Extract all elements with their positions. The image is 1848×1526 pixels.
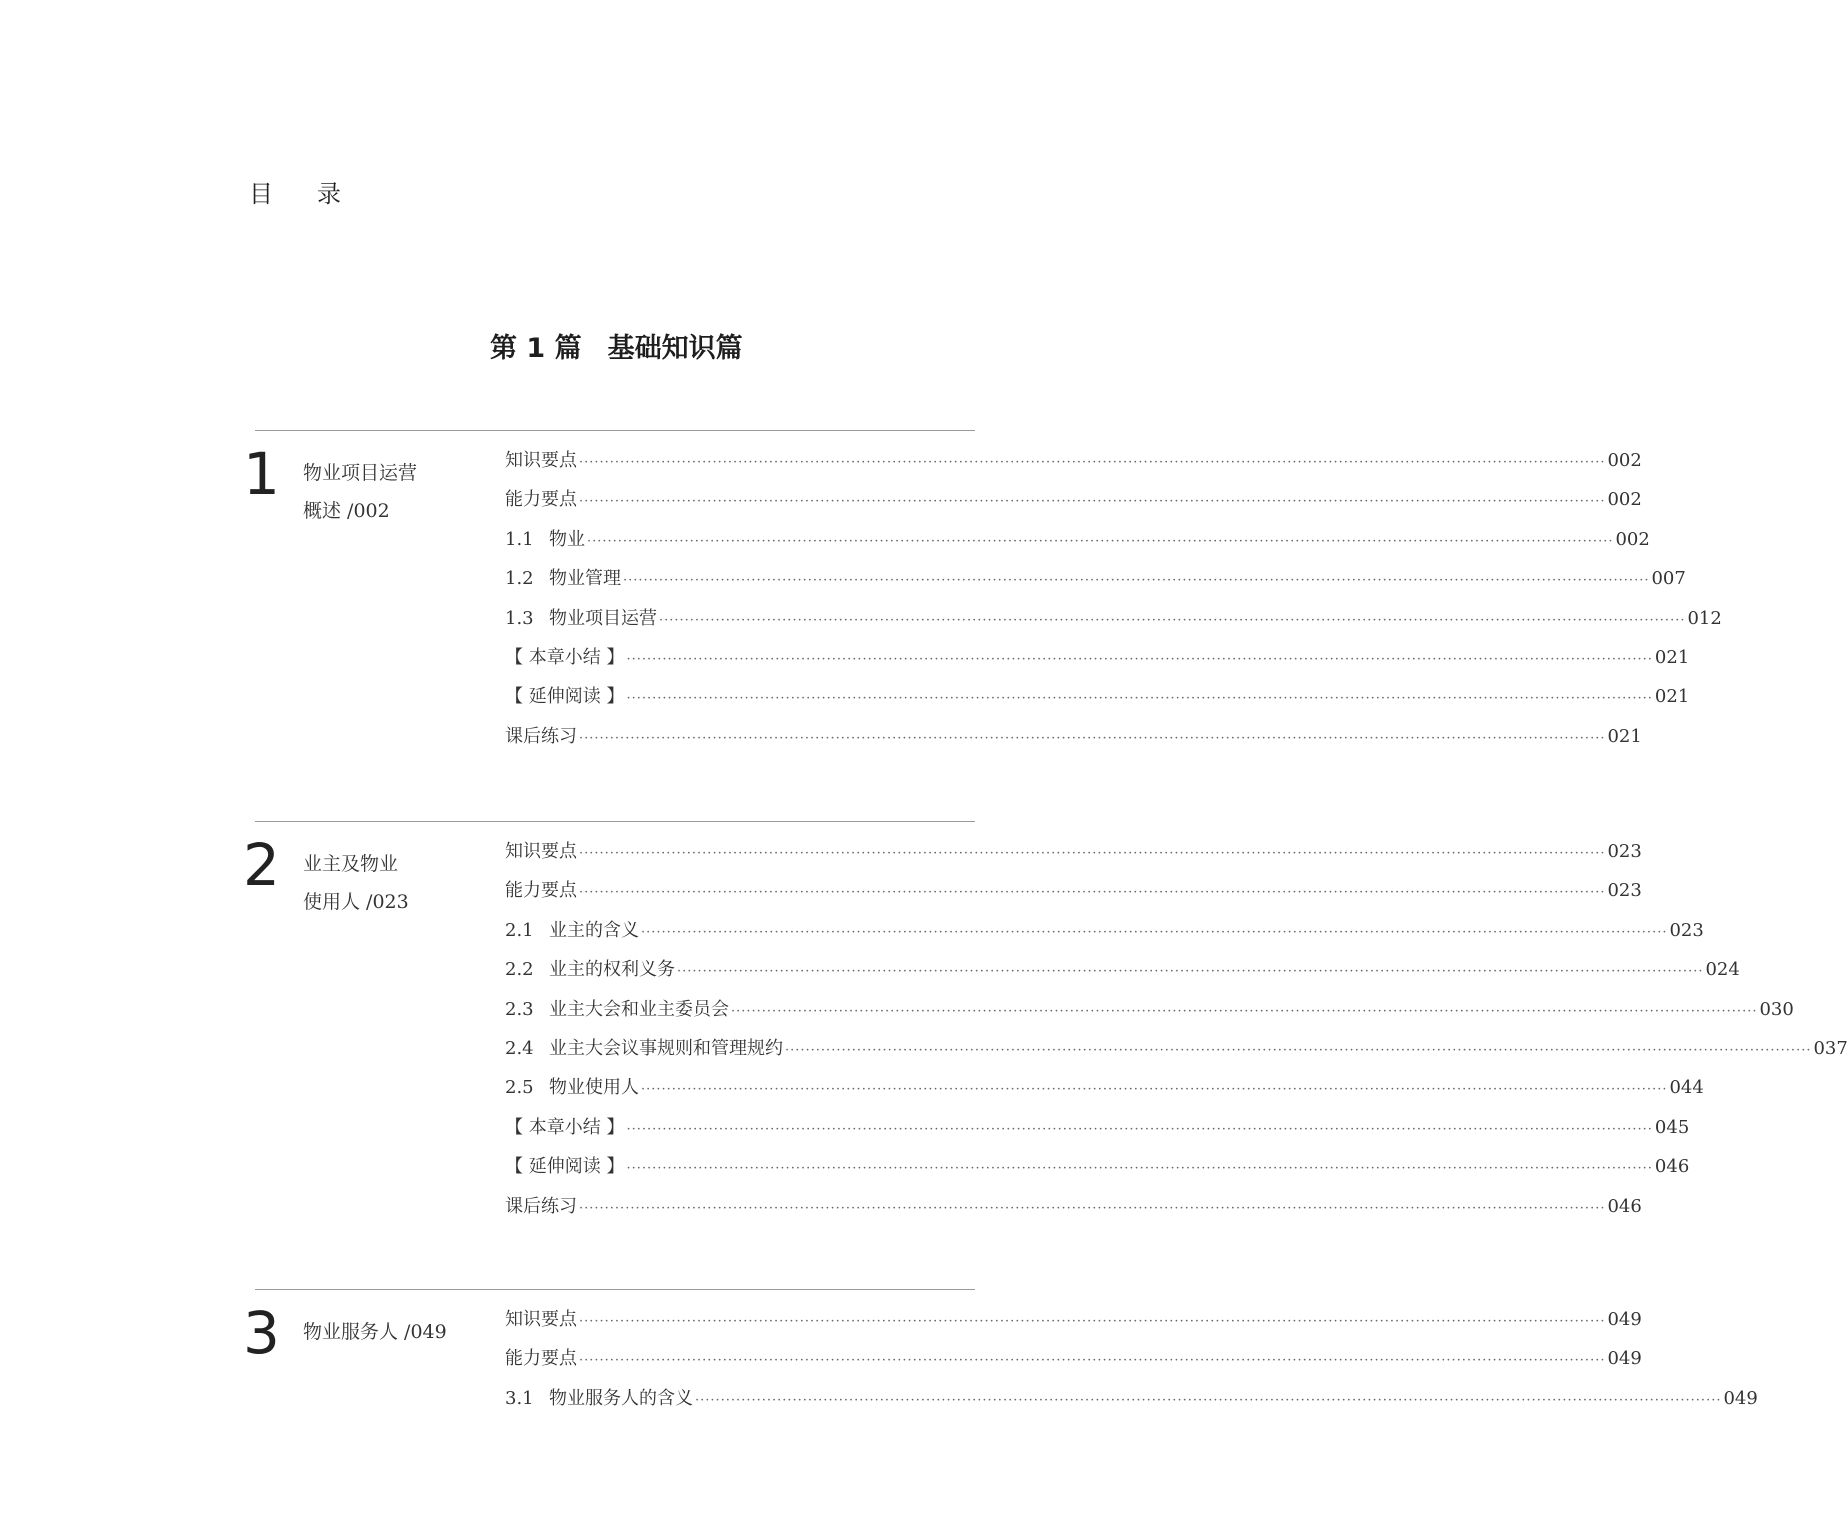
entry-label: 能力要点 [505, 489, 577, 511]
entry-page: 049 [1607, 1309, 1642, 1330]
chapter-number: 3 [243, 1299, 280, 1367]
toc-entry[interactable] [505, 835, 1642, 874]
toc-entry[interactable] [505, 1303, 1642, 1342]
dot-leader: ········································································································································································································ [579, 1200, 1606, 1216]
toc-heading [249, 174, 341, 209]
dot-leader: ········································································································································································································ [579, 885, 1606, 901]
dot-leader: ········································································································································································································ [785, 1042, 1812, 1058]
entry-page: 044 [1669, 1077, 1704, 1099]
entry-page: 002 [1607, 450, 1642, 471]
entry-page: 007 [1651, 568, 1686, 590]
entry-label: 课后练习 [505, 725, 577, 747]
entry-page: 046 [1607, 1195, 1642, 1217]
toc-entry[interactable] [505, 953, 1740, 992]
toc-entry[interactable] [505, 914, 1704, 953]
toc-entry[interactable] [505, 1071, 1704, 1110]
entry-page: 023 [1669, 919, 1704, 941]
chapter-title-line: 使用人 /023 [303, 891, 409, 913]
toc-entry[interactable] [505, 641, 1690, 680]
entry-label: 业主的权利义务 [549, 959, 675, 981]
dot-leader: ········································································································································································································ [641, 924, 1668, 940]
entry-label: 【 本章小结 】 [505, 1116, 625, 1138]
chapter-3 [243, 1289, 1758, 1409]
toc-entry[interactable] [505, 1150, 1690, 1189]
entry-number: 2.2 [505, 959, 534, 981]
entry-label: 能力要点 [505, 1348, 577, 1370]
entry-page: 021 [1654, 686, 1690, 708]
part-name: 基础知识篇 [607, 333, 743, 364]
toc-entry[interactable] [505, 993, 1794, 1032]
toc-entries [505, 1303, 1758, 1421]
dot-leader: ········································································································································································································ [579, 846, 1606, 861]
dot-leader: ········································································································································································································ [626, 1161, 1653, 1177]
dot-leader: ········································································································································································································ [579, 1314, 1606, 1329]
dot-leader: ········································································································································································································ [579, 455, 1606, 470]
entry-label: 物业管理 [549, 568, 621, 590]
entry-number: 2.1 [505, 919, 534, 941]
entry-label: 知识要点 [505, 1309, 577, 1330]
dot-leader: ········································································································································································································ [623, 573, 1650, 589]
toc-entry[interactable] [505, 483, 1642, 522]
entry-page: 024 [1705, 959, 1740, 981]
chapter-title [303, 454, 473, 530]
chapter-title-line: 物业服务人 /049 [303, 1321, 447, 1343]
entry-label: 业主大会议事规则和管理规约 [549, 1037, 783, 1059]
entry-number: 2.4 [505, 1037, 534, 1059]
toc-heading-char-1: 目 [249, 180, 273, 208]
chapter-1 [243, 430, 1722, 747]
entry-label: 能力要点 [505, 880, 577, 902]
toc-entry[interactable] [505, 720, 1642, 759]
entry-page: 049 [1723, 1387, 1758, 1409]
dot-leader: ········································································································································································································ [626, 1121, 1653, 1137]
part-label: 第 1 篇 [490, 333, 582, 364]
toc-entry[interactable] [505, 562, 1686, 601]
entry-page: 023 [1607, 841, 1642, 862]
chapter-title-line: 业主及物业 [303, 853, 399, 875]
chapter-title-line: 概述 /002 [303, 500, 390, 522]
toc-entry[interactable] [505, 602, 1722, 641]
entry-page: 002 [1607, 489, 1642, 511]
dot-leader: ········································································································································································································ [626, 651, 1653, 667]
entry-number: 2.3 [505, 998, 534, 1020]
chapter-title-line: 物业项目运营 [303, 462, 418, 484]
chapter-number: 2 [243, 831, 280, 899]
toc-entry[interactable] [505, 444, 1642, 483]
entry-page: 045 [1654, 1116, 1690, 1138]
chapter-title [303, 1313, 473, 1351]
entry-number: 1.1 [505, 528, 534, 550]
toc-entry[interactable] [505, 874, 1642, 913]
toc-entry[interactable] [505, 1111, 1690, 1150]
chapter-2 [243, 821, 1848, 1217]
entry-page: 030 [1759, 998, 1794, 1020]
toc-entry[interactable] [505, 1342, 1642, 1381]
entry-page: 002 [1615, 528, 1650, 550]
entry-page: 021 [1607, 725, 1642, 747]
dot-leader: ········································································································································································································ [731, 1003, 1758, 1019]
chapter-title [303, 845, 473, 921]
entry-label: 知识要点 [505, 450, 577, 471]
entry-label: 课后练习 [505, 1195, 577, 1217]
toc-entry[interactable] [505, 1032, 1848, 1071]
entry-label: 物业 [549, 528, 585, 550]
toc-entry[interactable] [505, 523, 1650, 562]
entry-page: 037 [1813, 1037, 1848, 1059]
entry-label: 物业使用人 [549, 1077, 639, 1099]
entry-number: 2.5 [505, 1077, 534, 1099]
entry-page: 012 [1687, 607, 1722, 629]
dot-leader: ········································································································································································································ [579, 1353, 1606, 1369]
entry-label: 物业服务人的含义 [549, 1387, 693, 1409]
dot-leader: ········································································································································································································ [579, 494, 1606, 510]
entry-label: 【 延伸阅读 】 [505, 686, 625, 708]
entry-label: 知识要点 [505, 841, 577, 862]
entry-label: 【 本章小结 】 [505, 646, 625, 668]
toc-entry[interactable] [505, 1190, 1642, 1229]
toc-entries [505, 444, 1722, 759]
toc-entry[interactable] [505, 680, 1690, 719]
chapter-divider [255, 1289, 975, 1290]
chapter-number: 1 [243, 440, 280, 508]
dot-leader: ········································································································································································································ [659, 612, 1686, 628]
entry-page: 021 [1654, 646, 1690, 668]
dot-leader: ········································································································································································································ [587, 533, 1614, 549]
entry-label: 物业项目运营 [549, 607, 657, 629]
entry-number: 1.2 [505, 568, 534, 590]
toc-entry[interactable] [505, 1382, 1758, 1421]
chapter-divider [255, 430, 975, 431]
part-title [490, 326, 743, 365]
entry-number: 1.3 [505, 607, 534, 629]
entry-number: 3.1 [505, 1387, 534, 1409]
entry-page: 046 [1654, 1156, 1690, 1178]
toc-entries [505, 835, 1848, 1229]
dot-leader: ········································································································································································································ [626, 691, 1653, 707]
entry-page: 023 [1607, 880, 1642, 902]
entry-label: 业主的含义 [549, 919, 639, 941]
dot-leader: ········································································································································································································ [695, 1392, 1722, 1408]
dot-leader: ········································································································································································································ [641, 1082, 1668, 1098]
entry-page: 049 [1607, 1348, 1642, 1370]
toc-heading-char-2: 录 [317, 180, 341, 208]
dot-leader: ········································································································································································································ [579, 730, 1606, 746]
entry-label: 业主大会和业主委员会 [549, 998, 729, 1020]
chapter-divider [255, 821, 975, 822]
entry-label: 【 延伸阅读 】 [505, 1156, 625, 1178]
dot-leader: ········································································································································································································ [677, 964, 1704, 980]
